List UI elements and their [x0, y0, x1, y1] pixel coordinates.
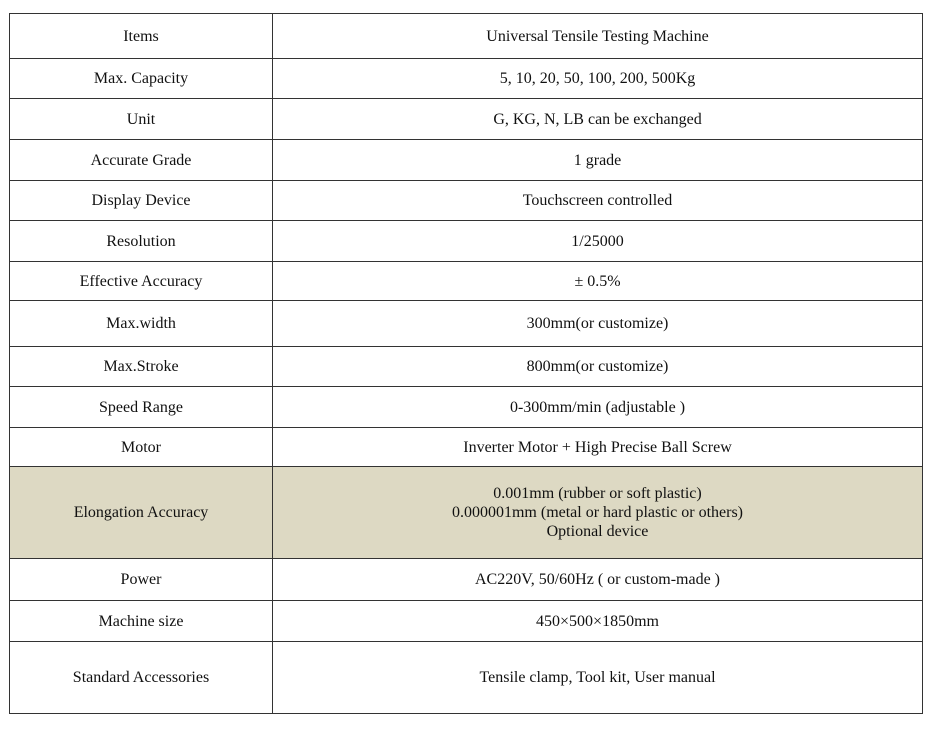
table-row — [10, 14, 923, 59]
row-label: Max.width — [10, 301, 273, 347]
row-value: 0-300mm/min (adjustable ) — [273, 387, 923, 428]
table-row-highlighted — [10, 467, 923, 559]
row-value: Universal Tensile Testing Machine — [273, 14, 923, 59]
table-row — [10, 221, 923, 262]
table-row — [10, 59, 923, 99]
row-label: Accurate Grade — [10, 140, 273, 181]
table-row — [10, 99, 923, 140]
row-value: Tensile clamp, Tool kit, User manual — [273, 642, 923, 714]
value-line: 0.001mm (rubber or soft plastic) — [493, 485, 702, 502]
table-row — [10, 642, 923, 714]
row-value: 1 grade — [273, 140, 923, 181]
row-label: Speed Range — [10, 387, 273, 428]
row-value: 5, 10, 20, 50, 100, 200, 500Kg — [273, 59, 923, 99]
value-line: 0.000001mm (metal or hard plastic or others) — [451, 504, 744, 521]
row-value: G, KG, N, LB can be exchanged — [273, 99, 923, 140]
spec-table — [9, 13, 923, 714]
row-label: Power — [10, 559, 273, 601]
table-row — [10, 559, 923, 601]
row-value — [273, 467, 923, 559]
row-value: Touchscreen controlled — [273, 181, 923, 221]
table-row — [10, 347, 923, 387]
row-label: Unit — [10, 99, 273, 140]
row-label: Resolution — [10, 221, 273, 262]
value-line: Optional device — [546, 523, 649, 540]
row-value: AC220V, 50/60Hz ( or custom-made ) — [273, 559, 923, 601]
row-label: Machine size — [10, 601, 273, 642]
row-value: 800mm(or customize) — [273, 347, 923, 387]
table-row — [10, 181, 923, 221]
row-value: ± 0.5% — [273, 262, 923, 301]
table-row — [10, 140, 923, 181]
table-row — [10, 601, 923, 642]
row-value: 300mm(or customize) — [273, 301, 923, 347]
row-label: Display Device — [10, 181, 273, 221]
row-label: Effective Accuracy — [10, 262, 273, 301]
table-row — [10, 428, 923, 467]
row-label: Max.Stroke — [10, 347, 273, 387]
row-label: Elongation Accuracy — [10, 467, 273, 559]
table-row — [10, 301, 923, 347]
row-value: 1/25000 — [273, 221, 923, 262]
row-label: Motor — [10, 428, 273, 467]
row-value: Inverter Motor + High Precise Ball Screw — [273, 428, 923, 467]
row-value: 450×500×1850mm — [273, 601, 923, 642]
table-row — [10, 262, 923, 301]
row-label: Standard Accessories — [10, 642, 273, 714]
row-label: Items — [10, 14, 273, 59]
row-label: Max. Capacity — [10, 59, 273, 99]
table-row — [10, 387, 923, 428]
